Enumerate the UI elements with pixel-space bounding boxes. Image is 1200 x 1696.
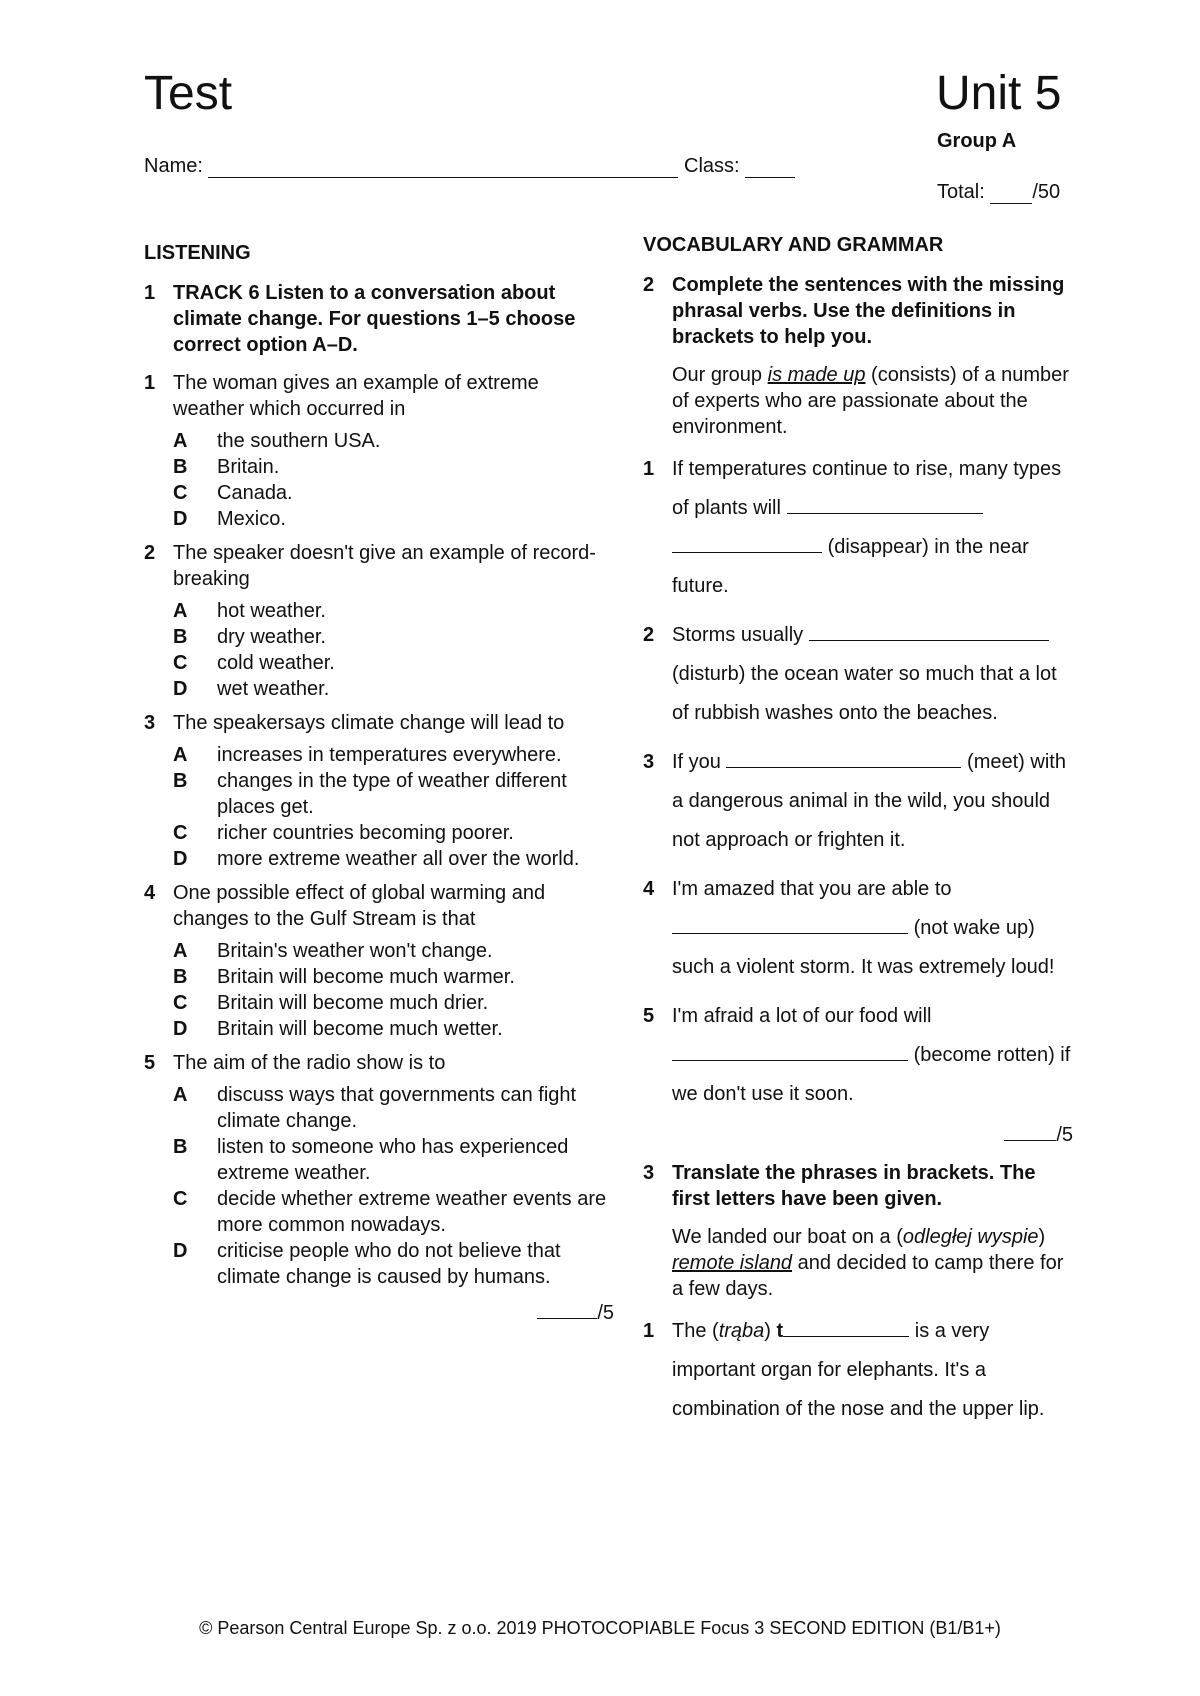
option-letter: C — [173, 822, 188, 844]
item-text: If temperatures continue to rise, many types of plants will — [672, 458, 1062, 519]
item-text: (meet) with a dangerous animal in the wild, you should not approach or frighten it. — [672, 751, 1066, 851]
task2-score — [643, 1118, 1073, 1148]
option-letter: B — [173, 1136, 188, 1158]
task3-item — [643, 1312, 1073, 1429]
task2-header — [643, 272, 1073, 350]
answer-blank[interactable] — [726, 745, 961, 768]
option[interactable] — [173, 1186, 614, 1238]
example-text: ) — [1038, 1226, 1046, 1248]
total-field[interactable] — [990, 183, 1032, 204]
vocabulary-heading: VOCABULARY AND GRAMMAR — [643, 234, 944, 256]
item-number: 3 — [643, 751, 655, 773]
task-instruction: Translate the phrases in brackets. The first letters have been given. — [672, 1162, 1036, 1210]
task2-item — [643, 616, 1073, 733]
option-letter: C — [173, 482, 188, 504]
example-text: (consists) of a number of experts who are passionate about the environment. — [672, 364, 1069, 438]
listening-section — [144, 240, 614, 1326]
option-text: increases in temperatures everywhere. — [217, 744, 562, 766]
option-letter: D — [173, 848, 188, 870]
class-label: Class: — [684, 155, 740, 177]
question-text: The woman gives an example of extreme weather which occurred in — [173, 372, 539, 420]
question-number: 2 — [144, 542, 156, 564]
option[interactable] — [173, 428, 614, 454]
listening-heading: LISTENING — [144, 242, 251, 264]
item-text: (disappear) in the near future. — [672, 536, 1029, 597]
option-letter: A — [173, 940, 188, 962]
example-text: We landed our boat on a ( — [672, 1226, 903, 1248]
task2-item — [643, 743, 1073, 860]
option-text: the southern USA. — [217, 430, 381, 452]
option-text: listen to someone who has experienced extreme weather. — [217, 1136, 569, 1184]
option[interactable] — [173, 454, 614, 480]
option-text: more extreme weather all over the world. — [217, 848, 580, 870]
question-number: 1 — [144, 372, 156, 394]
task2-example — [672, 362, 1073, 440]
item-text: ) — [764, 1320, 771, 1342]
question-number: 5 — [144, 1052, 156, 1074]
score-suffix: /5 — [597, 1302, 614, 1324]
option-text: richer countries becoming poorer. — [217, 822, 514, 844]
question-text: The aim of the radio show is to — [173, 1052, 446, 1074]
task3-header — [643, 1160, 1073, 1212]
option-text: Britain's weather won't change. — [217, 940, 493, 962]
score-suffix: /5 — [1056, 1124, 1073, 1146]
question-text: The speaker doesn't give an example of record-breaking — [173, 542, 596, 590]
option[interactable] — [173, 1238, 614, 1290]
example-text: and decided to camp there for a few days. — [672, 1252, 1064, 1300]
item-number: 5 — [643, 1005, 655, 1027]
task-instruction: Complete the sentences with the missing phrasal verbs. Use the definitions in brackets to help you. — [672, 274, 1065, 348]
option[interactable] — [173, 480, 614, 506]
item-text: The ( — [672, 1320, 719, 1342]
item-number: 4 — [643, 878, 655, 900]
option-text: Britain will become much wetter. — [217, 1018, 503, 1040]
group-label: Group A — [937, 130, 1017, 152]
answer-blank[interactable] — [672, 530, 822, 553]
task-number: 2 — [643, 274, 655, 296]
class-field[interactable] — [745, 157, 795, 178]
option[interactable] — [173, 1016, 614, 1042]
option[interactable] — [173, 506, 614, 532]
first-letter: t — [776, 1320, 784, 1342]
example-answer: is made up — [767, 364, 866, 386]
option-text: cold weather. — [217, 652, 335, 674]
item-polish: trąba — [718, 1320, 765, 1342]
name-field[interactable] — [208, 157, 678, 178]
option-letter: A — [173, 430, 188, 452]
item-text: If you — [672, 751, 721, 773]
answer-blank[interactable] — [809, 618, 1049, 641]
question — [144, 370, 614, 532]
example-polish: odległej wyspie — [902, 1226, 1039, 1248]
question — [144, 1050, 614, 1290]
option-letter: D — [173, 508, 188, 530]
option[interactable] — [173, 598, 614, 624]
option[interactable] — [173, 964, 614, 990]
option-letter: A — [173, 744, 188, 766]
option-letter: C — [173, 652, 188, 674]
task2-item — [643, 870, 1073, 987]
option-text: Canada. — [217, 482, 293, 504]
item-number: 1 — [643, 458, 655, 480]
example-answer: remote island — [672, 1252, 793, 1274]
item-number: 2 — [643, 624, 655, 646]
item-text: Storms usually — [672, 624, 804, 646]
option-text: Britain will become much warmer. — [217, 966, 515, 988]
option-letter: D — [173, 1018, 188, 1040]
task-number: 3 — [643, 1162, 655, 1184]
footer-copyright: © Pearson Central Europe Sp. z o.o. 2019 PHOTOCOPIABLE Focus 3 SECOND EDITION (B1/B1+) — [199, 1618, 1001, 1638]
question — [144, 880, 614, 1042]
vocabulary-section — [643, 232, 1073, 1439]
option[interactable] — [173, 624, 614, 650]
option-letter: B — [173, 626, 188, 648]
question — [144, 710, 614, 872]
question — [144, 540, 614, 702]
answer-blank[interactable] — [672, 1038, 908, 1061]
item-text: is a very important organ for elephants. It's a combination of the nose and the upper lip. — [672, 1320, 1045, 1420]
page-title: Test — [144, 67, 233, 120]
option[interactable] — [173, 1082, 614, 1134]
score-field[interactable] — [1004, 1118, 1056, 1141]
item-text: (disturb) the ocean water so much that a lot of rubbish washes onto the beaches. — [672, 663, 1057, 724]
option-letter: D — [173, 1240, 188, 1262]
question-text: The speakersays climate change will lead to — [173, 712, 565, 734]
option-text: discuss ways that governments can fight climate change. — [217, 1084, 577, 1132]
total-score — [937, 181, 1060, 204]
name-label: Name: — [144, 155, 203, 177]
total-suffix: /50 — [1032, 181, 1061, 203]
answer-blank[interactable] — [783, 1314, 909, 1337]
item-number: 1 — [643, 1320, 655, 1342]
option-letter: D — [173, 678, 188, 700]
listening-score — [144, 1296, 614, 1326]
option-text: Britain. — [217, 456, 280, 478]
option[interactable] — [173, 1134, 614, 1186]
option-text: changes in the type of weather different places get. — [217, 770, 567, 818]
option[interactable] — [173, 990, 614, 1016]
option-text: hot weather. — [217, 600, 326, 622]
option[interactable] — [173, 820, 614, 846]
option-letter: B — [173, 456, 188, 478]
listening-task — [144, 280, 614, 358]
task2-item — [643, 997, 1073, 1114]
option-text: decide whether extreme weather events are more common nowadays. — [217, 1188, 607, 1236]
answer-blank[interactable] — [672, 911, 908, 934]
option-text: Mexico. — [217, 508, 286, 530]
name-class-line — [144, 155, 795, 178]
answer-blank[interactable] — [787, 491, 983, 514]
total-label: Total: — [937, 181, 985, 203]
score-field[interactable] — [537, 1296, 597, 1319]
option-letter: B — [173, 770, 188, 792]
option-letter: B — [173, 966, 188, 988]
item-text: I'm amazed that you are able to — [672, 878, 952, 900]
task-number: 1 — [144, 282, 156, 304]
option[interactable] — [173, 650, 614, 676]
question-text: One possible effect of global warming and changes to the Gulf Stream is that — [173, 882, 546, 930]
item-text: I'm afraid a lot of our food will — [672, 1005, 932, 1027]
option-text: dry weather. — [217, 626, 326, 648]
task2-item — [643, 450, 1073, 606]
option-letter: C — [173, 1188, 188, 1210]
option-letter: A — [173, 600, 188, 622]
question-number: 4 — [144, 882, 156, 904]
option[interactable] — [173, 768, 614, 820]
example-text: Our group — [672, 364, 763, 386]
option-text: criticise people who do not believe that climate change is caused by humans. — [217, 1240, 561, 1288]
option-text: Britain will become much drier. — [217, 992, 489, 1014]
option[interactable] — [173, 676, 614, 702]
option[interactable] — [173, 742, 614, 768]
question-number: 3 — [144, 712, 156, 734]
option[interactable] — [173, 846, 614, 872]
option[interactable] — [173, 938, 614, 964]
option-letter: A — [173, 1084, 188, 1106]
task-instruction: TRACK 6 Listen to a conversation about climate change. For questions 1–5 choose correct option A–D. — [173, 282, 576, 356]
item-text: (become rotten) if we don't use it soon. — [672, 1044, 1071, 1105]
unit-title: Unit 5 — [936, 67, 1062, 120]
option-letter: C — [173, 992, 188, 1014]
option-text: wet weather. — [217, 678, 330, 700]
item-text: (not wake up) such a violent storm. It was extremely loud! — [672, 917, 1055, 978]
task3-example — [672, 1224, 1073, 1302]
